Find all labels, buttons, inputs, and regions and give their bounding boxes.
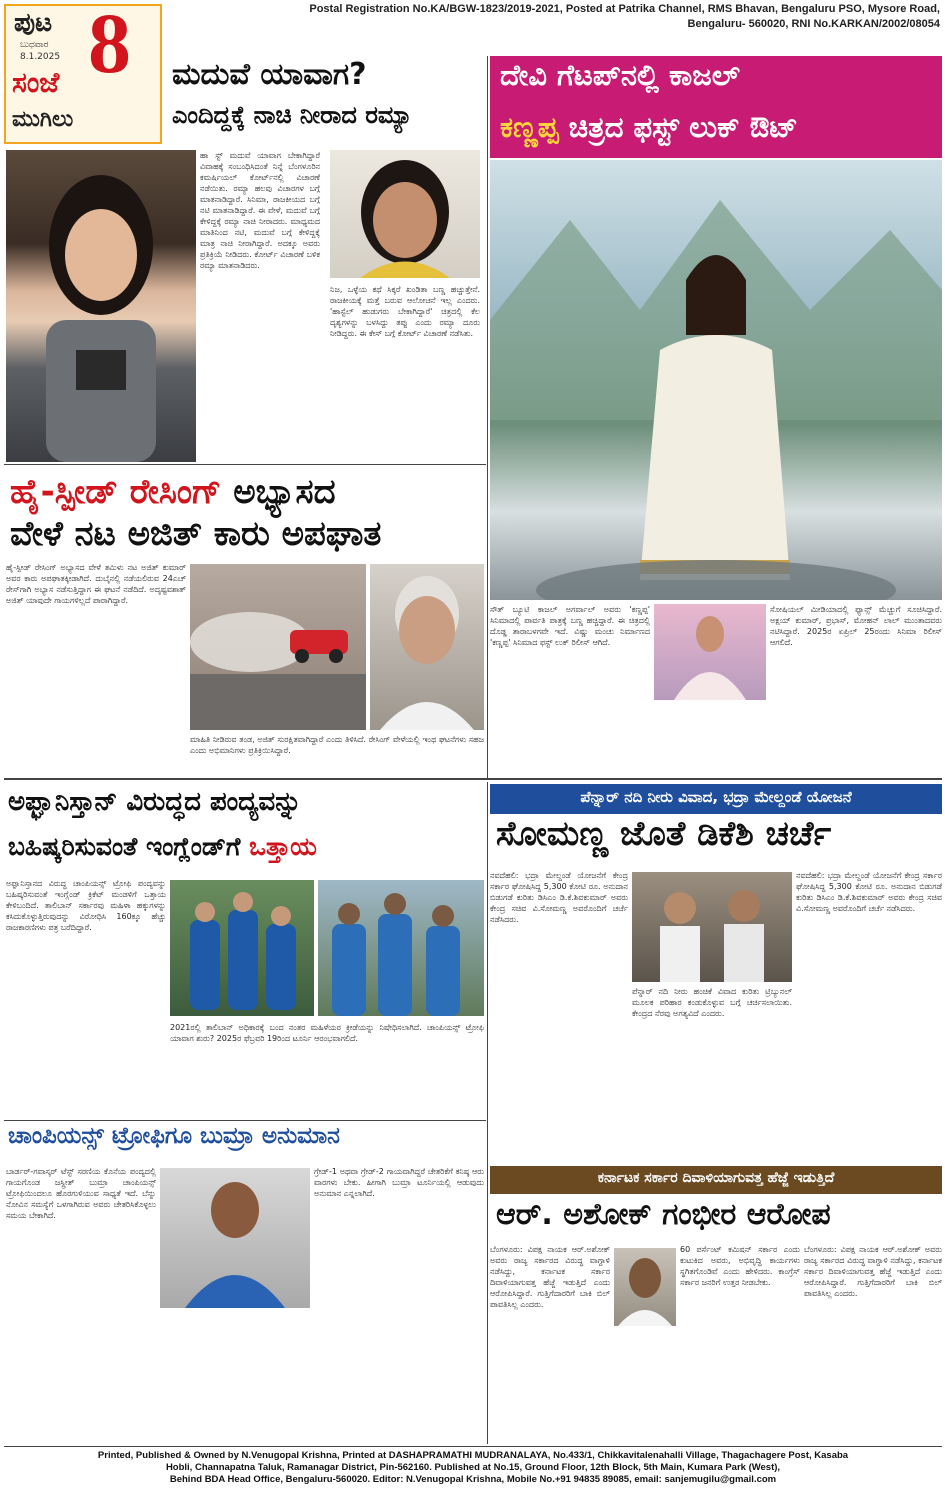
ramya-portrait-illustration	[6, 150, 196, 462]
ramya-photo-left	[6, 150, 196, 462]
ajith-body-col1: ಹೈ-ಸ್ಪೀಡ್ ರೇಸಿಂಗ್ ಅಭ್ಯಾಸದ ವೇಳೆ ತಮಿಳು ನಟ ಅಜಿತ್ ಕುಮಾರ್ ಅವರ ಕಾರು ಅಪಘಾತಕ್ಕೀಡಾಗಿದೆ. ದುಬೈನಲ್ಲಿ ನಡೆಯಲಿರುವ 24ಎಚ್ ರೇಸ್‌ಗಾಗಿ ಅಭ್ಯಾಸ ನಡೆಸುತ್ತಿದ್ದಾಗ ಈ ಘಟನೆ ನಡೆದಿದೆ. ಅದೃಷ್ಟವಶಾತ್ ಅಜಿತ್ ಯಾವುದೇ ಗಾಯಗಳಿಲ್ಲದೆ ಪಾರಾಗಿದ್ದಾರೆ.	[6, 563, 186, 605]
brand-name-line2: ಮುಗಿಲು	[12, 106, 74, 132]
somanna-body-col3: ನವದೆಹಲಿ: ಭದ್ರಾ ಮೇಲ್ದಂಡೆ ಯೋಜನೆಗೆ ಕೇಂದ್ರ ಸರ್ಕಾರ ಘೋಷಿಸಿದ್ದ 5,300 ಕೋಟಿ ರೂ. ಅನುದಾನ ಬಿಡುಗಡೆ ಕುರಿತು ಡಿಸಿಎಂ ಡಿ.ಕೆ.ಶಿವಕುಮಾರ್ ಅವರು ಕೇಂದ್ರ ಸಚಿವ ವಿ.ಸೋಮಣ್ಣ ಅವರೊಂದಿಗೆ ಚರ್ಚೆ ನಡೆಸಿದರು.	[796, 871, 942, 913]
imprint	[4, 1450, 942, 1488]
afghan-body-col1: ಅಫ್ಘಾನಿಸ್ತಾನದ ವಿರುದ್ಧ ಚಾಂಪಿಯನ್ಸ್ ಟ್ರೋಫಿ ಪಂದ್ಯವನ್ನು ಬಹಿಷ್ಕರಿಸುವಂತೆ ಇಂಗ್ಲೆಂಡ್ ಕ್ರಿಕೆಟ್ ಮಂಡಳಿಗೆ ಒತ್ತಾಯ ಕೇಳಿಬಂದಿದೆ. ತಾಲಿಬಾನ್ ಸರ್ಕಾರವು ಮಹಿಳಾ ಹಕ್ಕುಗಳನ್ನು ಕಸಿದುಕೊಳ್ಳುತ್ತಿರುವುದನ್ನು ವಿರೋಧಿಸಿ 160ಕ್ಕೂ ಹೆಚ್ಚು ರಾಜಕಾರಣಿಗಳು ಪತ್ರ ಬರೆದಿದ್ದಾರೆ.	[6, 879, 166, 932]
afghan-players-illustration	[318, 880, 484, 1016]
weekday: ಬುಧವಾರ	[20, 40, 49, 50]
afghan-headline-2	[8, 832, 317, 862]
page-divider-middle	[4, 778, 942, 780]
somanna-kicker	[490, 784, 942, 814]
ajith-crash-photo	[190, 564, 366, 730]
lotus-illustration	[654, 604, 766, 700]
somanna-body-col2: ಪೆನ್ನಾರ್ ನದಿ ನೀರು ಹಂಚಿಕೆ ವಿವಾದ ಕುರಿತು ಟ್ರಿಬ್ಯುನಲ್ ಮೂಲಕ ಪರಿಹಾರ ಕಂಡುಕೊಳ್ಳುವ ಬಗ್ಗೆ ಚರ್ಚಿಸಲಾಯಿತು. ಕೇಂದ್ರದ ನೆರವು ಅಗತ್ಯವಿದೆ ಎಂದರು.	[632, 987, 792, 1018]
ashok-headline: ಆರ್. ಅಶೋಕ್ ಗಂಭೀರ ಆರೋಪ	[496, 1198, 831, 1232]
kajal-headline-2-rest: ಚಿತ್ರದ ಫಸ್ಟ್ ಲುಕ್ ಔಟ್	[558, 110, 798, 144]
imprint-line-2: Hobli, Channapatna Taluk, Ramanagar District, Pin-562160. Published at No.15, Ground Floor, 12th Block, 5th Main, Kumara Park (West),	[165, 1462, 781, 1473]
ramya-photo-right	[330, 150, 480, 278]
kajal-headline-1: ದೇವಿ ಗೆಟಪ್‌ನಲ್ಲಿ ಕಾಜಲ್	[500, 58, 740, 92]
afghan-body-col2: 2021ರಲ್ಲಿ ತಾಲಿಬಾನ್ ಅಧಿಕಾರಕ್ಕೆ ಬಂದ ನಂತರ ಮಹಿಳೆಯರ ಕ್ರೀಡೆಯನ್ನು ನಿಷೇಧಿಸಲಾಗಿದೆ. ಚಾಂಪಿಯನ್ಸ್ ಟ್ರೋಫಿ ಯಾವಾಗ ಶುರು? 2025ರ ಫೆಬ್ರವರಿ 19ರಿಂದ ಟೂರ್ನಿ ಆರಂಭವಾಗಲಿದೆ.	[170, 1023, 484, 1043]
afghan-team-photo	[318, 880, 484, 1016]
postal-registration	[200, 2, 940, 32]
ajith-body-col2: ಮಾಹಿತಿ ನೀಡಿರುವ ತಂಡ, ಅಜಿತ್ ಸುರಕ್ಷಿತವಾಗಿದ್ದಾರೆ ಎಂದು ತಿಳಿಸಿದೆ. ರೇಸಿಂಗ್ ವೇಳೆಯಲ್ಲಿ ಇಂಥ ಘಟನೆಗಳು ಸಹಜ ಎಂದು ಅಭಿಮಾನಿಗಳು ಪ್ರತಿಕ್ರಿಯಿಸಿದ್ದಾರೆ.	[190, 735, 484, 755]
bumrah-photo	[160, 1168, 310, 1308]
kajal-lotus-photo	[654, 604, 766, 700]
kajal-devi-illustration	[490, 160, 942, 600]
england-players-illustration	[170, 880, 314, 1016]
race-car-illustration	[190, 564, 366, 730]
ashok-body-col3: ಬೆಂಗಳೂರು: ವಿಪಕ್ಷ ನಾಯಕ ಆರ್.ಅಶೋಕ್ ಅವರು ರಾಜ್ಯ ಸರ್ಕಾರದ ವಿರುದ್ಧ ವಾಗ್ದಾಳಿ ನಡೆಸಿದ್ದು, ಕರ್ನಾಟಕ ಸರ್ಕಾರ ದಿವಾಳಿಯಾಗುವತ್ತ ಹೆಜ್ಜೆ ಇಡುತ್ತಿದೆ ಎಂದು ಆರೋಪಿಸಿದ್ದಾರೆ. ಗುತ್ತಿಗೆದಾರರಿಗೆ ಬಾಕಿ ಬಿಲ್ ಪಾವತಿಸಿಲ್ಲ ಎಂದರು.	[804, 1245, 942, 1298]
kajal-headline-block	[490, 56, 942, 158]
kajal-headline-2-highlight: ಕಣ್ಣಪ್ಪ	[500, 110, 559, 144]
ramya-body-col1: ಹಾ ಸ್ಟ್ ಮದುವೆ ಯಾವಾಗ ಬೇಕಾಗಿದ್ದಾರೆ ವಿವಾಹಕ್ಕೆ ಸಂಬಂಧಿಸಿದಂತೆ ನಿನ್ನೆ ಬೆಂಗಳೂರಿನ ಕಮರ್ಷಿಯಲ್ ಕೋರ್ಟ್‌ನಲ್ಲಿ ವಿಚಾರಣೆ ನಡೆಯಿತು. ರಮ್ಯಾ ಹಲವು ವಿಚಾರಗಳ ಬಗ್ಗೆ ಮಾತನಾಡಿದ್ದಾರೆ. ಸಿನಿಮಾ, ರಾಜಕೀಯದ ಬಗ್ಗೆ ನಟಿ ಮಾತನಾಡಿದ್ದಾರೆ. ಈ ವೇಳೆ, ಮದುವೆ ಬಗ್ಗೆ ಕೇಳಿದ್ದಕ್ಕೆ ರಮ್ಯಾ ನಾಚಿ ನೀರಾದರು. ಮಾಧ್ಯಮದ ಮಾತಿನಿಂದ ನಟಿ, ಮದುವೆ ಬಗ್ಗೆ ಕೇಳಿದ್ದಕ್ಕೆ ಮಾತ್ರ ನಾಚಿ ನೀರಾಗಿದ್ದಾರೆ. ಅದಕ್ಕೂ ಅವರು ಪ್ರತಿಕ್ರಿಯೆ ನೀಡಿದರು. ಕೋರ್ಟ್ ವಿಚಾರಣೆ ಬಳಿಕ ರಮ್ಯಾ ಮಾತನಾಡಿದರು.	[200, 151, 320, 270]
ajith-portrait-illustration	[370, 564, 484, 730]
afghan-headline-block	[4, 784, 484, 874]
ramya-smiling-illustration	[330, 150, 480, 278]
england-team-photo	[170, 880, 314, 1016]
ajith-headline-2: ವೇಳೆ ನಟ ಅಜಿತ್ ಕಾರು ಅಪಘಾತ	[10, 514, 382, 554]
page-label: ಪುಟ	[14, 8, 53, 38]
kajal-headline-2	[500, 110, 798, 145]
ajith-headline-1-highlight: ಹೈ-ಸ್ಪೀಡ್ ರೇಸಿಂಗ್	[10, 472, 222, 512]
kajal-body-col1: ಸೌತ್ ಬ್ಯೂಟಿ ಕಾಜಲ್ ಅಗರ್ವಾಲ್ ಅವರು 'ಕಣ್ಣಪ್ಪ' ಸಿನಿಮಾದಲ್ಲಿ ಪಾರ್ವತಿ ಪಾತ್ರಕ್ಕೆ ಬಣ್ಣ ಹಚ್ಚಿದ್ದಾರೆ. ಈ ಚಿತ್ರದಲ್ಲಿ ದೊಡ್ಡ ತಾರಾಬಳಗವೇ ಇದೆ. ವಿಷ್ಣು ಮಂಚು ನಿರ್ಮಾಣದ 'ಕಣ್ಣಪ್ಪ' ಸಿನಿಮಾದ ಫಸ್ಟ್ ಲುಕ್ ರಿಲೀಸ್ ಆಗಿದೆ.	[490, 605, 650, 647]
afghan-headline-1: ಅಫ್ಘಾನಿಸ್ತಾನ್ ವಿರುದ್ಧದ ಪಂದ್ಯವನ್ನು	[8, 787, 302, 817]
column-divider-bottom	[487, 782, 488, 1444]
ashok-portrait-illustration	[614, 1248, 676, 1326]
somanna-meeting-photo	[632, 872, 792, 982]
imprint-line-1: Printed, Published & Owned by N.Venugopal Krishna, Printed at DASHAPRAMATHI MUDRANALAYA, No.433/1, Chikkavitalenahalli Village, Thagachagere Post, Kasaba	[97, 1450, 849, 1461]
ashok-body-col2: 60 ಪರ್ಸೆಂಟ್ ಕಮಿಷನ್ ಸರ್ಕಾರ ಎಂದು ಕುಟುಕಿದ ಅವರು, ಅಭಿವೃದ್ಧಿ ಕಾರ್ಯಗಳು ಸ್ಥಗಿತಗೊಂಡಿವೆ ಎಂದು ಹೇಳಿದರು. ಕಾಂಗ್ರೆಸ್ ಸರ್ಕಾರ ಜನರಿಗೆ ಉತ್ತರ ನೀಡಬೇಕು.	[680, 1245, 800, 1287]
ramya-body-col2: ನಿಜ, ಒಳ್ಳೆಯ ಕಥೆ ಸಿಕ್ಕರೆ ಖಂಡಿತಾ ಬಣ್ಣ ಹಚ್ಚುತ್ತೇನೆ. ರಾಜಕೀಯಕ್ಕೆ ಮತ್ತೆ ಬರುವ ಆಲೋಚನೆ ಇಲ್ಲ ಎಂದರು. 'ಹಾಸ್ಟೆಲ್ ಹುಡುಗರು ಬೇಕಾಗಿದ್ದಾರೆ' ಚಿತ್ರದಲ್ಲಿ ಕೆಲ ದೃಶ್ಯಗಳನ್ನು ಬಳಸಿದ್ದು ತಪ್ಪು ಎಂದು ರಮ್ಯಾ ದೂರು ನೀಡಿದ್ದರು. ಈ ಕೇಸ್ ಬಗ್ಗೆ ಕೋರ್ಟ್ ವಿಚಾರಣೆ ನಡೆಸಿತು.	[330, 285, 480, 338]
page-number-box	[4, 0, 162, 144]
ramya-headline-block	[166, 56, 486, 146]
meeting-illustration	[632, 872, 792, 982]
ashok-body-col1: ಬೆಂಗಳೂರು: ವಿಪಕ್ಷ ನಾಯಕ ಆರ್.ಅಶೋಕ್ ಅವರು ರಾಜ್ಯ ಸರ್ಕಾರದ ವಿರುದ್ಧ ವಾಗ್ದಾಳಿ ನಡೆಸಿದ್ದು, ಕರ್ನಾಟಕ ಸರ್ಕಾರ ದಿವಾಳಿಯಾಗುವತ್ತ ಹೆಜ್ಜೆ ಇಡುತ್ತಿದೆ ಎಂದು ಆರೋಪಿಸಿದ್ದಾರೆ. ಗುತ್ತಿಗೆದಾರರಿಗೆ ಬಾಕಿ ಬಿಲ್ ಪಾವತಿಸಿಲ್ಲ ಎಂದರು.	[490, 1245, 610, 1309]
ashok-kicker-text: ಕರ್ನಾಟಕ ಸರ್ಕಾರ ದಿವಾಳಿಯಾಗುವತ್ತ ಹೆಜ್ಜೆ ಇಡುತ್ತಿದೆ	[597, 1170, 835, 1186]
page-number: 8	[88, 0, 131, 91]
bumrah-body-col1: ಬಾರ್ಡರ್-ಗವಾಸ್ಕರ್ ಟೆಸ್ಟ್ ಸರಣಿಯ ಕೊನೆಯ ಪಂದ್ಯದಲ್ಲಿ ಗಾಯಗೊಂಡ ಜಸ್ಪ್ರೀತ್ ಬುಮ್ರಾ ಚಾಂಪಿಯನ್ಸ್ ಟ್ರೋಫಿಯಿಂದಲೂ ಹೊರಗುಳಿಯುವ ಸಾಧ್ಯತೆ ಇದೆ. ಬೆನ್ನು ನೋವಿನ ಸಮಸ್ಯೆಗೆ ಒಳಗಾಗಿರುವ ಅವರು ಚೇತರಿಸಿಕೊಳ್ಳಲು ಸಮಯ ಬೇಕಾಗಿದೆ.	[6, 1167, 156, 1220]
ajith-headline-1-rest: ಅಭ್ಯಾಸದ	[221, 472, 336, 512]
ashok-kicker	[490, 1166, 942, 1194]
kajal-photo	[490, 160, 942, 600]
section-divider-ajith	[4, 464, 486, 465]
section-divider-bumrah	[4, 1120, 486, 1121]
ashok-portrait-photo	[614, 1248, 676, 1326]
ramya-headline-2: ಎಂದಿದ್ದಕ್ಕೆ ನಾಚಿ ನೀರಾದ ರಮ್ಯಾ	[172, 101, 413, 129]
afghan-headline-2-rest: ಬಹಿಷ್ಕರಿಸುವಂತೆ ಇಂಗ್ಲೆಂಡ್‌ಗೆ	[8, 832, 241, 861]
somanna-body-col1: ನವದೆಹಲಿ: ಭದ್ರಾ ಮೇಲ್ದಂಡೆ ಯೋಜನೆಗೆ ಕೇಂದ್ರ ಸರ್ಕಾರ ಘೋಷಿಸಿದ್ದ 5,300 ಕೋಟಿ ರೂ. ಅನುದಾನ ಬಿಡುಗಡೆ ಕುರಿತು ಡಿಸಿಎಂ ಡಿ.ಕೆ.ಶಿವಕುಮಾರ್ ಅವರು ಕೇಂದ್ರ ಸಚಿವ ವಿ.ಸೋಮಣ್ಣ ಅವರೊಂದಿಗೆ ಚರ್ಚೆ ನಡೆಸಿದರು.	[490, 871, 628, 924]
kajal-body-col2: ಸೋಷಿಯಲ್ ಮೀಡಿಯಾದಲ್ಲಿ ಫ್ಯಾನ್ಸ್ ಮೆಚ್ಚುಗೆ ಸೂಚಿಸಿದ್ದಾರೆ. ಅಕ್ಷಯ್ ಕುಮಾರ್, ಪ್ರಭಾಸ್, ಮೋಹನ್ ಲಾಲ್ ಮುಂತಾದವರು ನಟಿಸಿದ್ದಾರೆ. 2025ರ ಏಪ್ರಿಲ್ 25ರಂದು ಸಿನಿಮಾ ರಿಲೀಸ್ ಆಗಲಿದೆ.	[770, 605, 942, 647]
postal-line-1: Postal Registration No.KA/BGW-1823/2019-2021, Posted at Patrika Channel, RMS Bhavan, Bengaluru PSO, Mysore Road,	[309, 3, 940, 15]
issue-date: 8.1.2025	[20, 52, 61, 62]
bumrah-illustration	[160, 1168, 310, 1308]
afghan-headline-2-highlight: ಒತ್ತಾಯ	[240, 832, 317, 861]
brand-name-line1: ಸಂಜೆ	[12, 66, 60, 99]
bumrah-headline: ಚಾಂಪಿಯನ್ಸ್ ಟ್ರೋಫಿಗೂ ಬುಮ್ರಾ ಅನುಮಾನ	[8, 1124, 340, 1149]
somanna-kicker-text: ಪೆನ್ನಾರ್ ನದಿ ನೀರು ವಿವಾದ, ಭದ್ರಾ ಮೇಲ್ದಂಡೆ ಯೋಜನೆ	[580, 788, 852, 806]
bumrah-body-col2: ಗ್ರೇಡ್-1 ಅಥವಾ ಗ್ರೇಡ್-2 ಗಾಯವಾಗಿದ್ದರೆ ಚೇತರಿಕೆಗೆ ಕನಿಷ್ಠ ಆರು ವಾರಗಳು ಬೇಕು. ಹೀಗಾಗಿ ಬುಮ್ರಾ ಟೂರ್ನಿಯಲ್ಲಿ ಆಡುವುದು ಅನುಮಾನ ಎನ್ನಲಾಗಿದೆ.	[314, 1167, 484, 1198]
ajith-headline-block	[4, 470, 486, 560]
somanna-headline: ಸೋಮಣ್ಣ ಜೊತೆ ಡಿಕೆಶಿ ಚರ್ಚೆ	[496, 816, 832, 854]
imprint-line-3: Behind BDA Head Office, Bengaluru-560020. Editor: N.Venugopal Krishna, Mobile No.+91 94835 89085, email: sanjemugilu@gmail.com	[169, 1474, 777, 1485]
ramya-headline-1: ಮದುವೆ ಯಾವಾಗ?	[172, 57, 367, 92]
column-divider-top	[487, 56, 488, 778]
ajith-portrait-photo	[370, 564, 484, 730]
imprint-divider	[4, 1446, 942, 1447]
ajith-headline-1	[10, 472, 336, 512]
postal-line-2: Bengaluru- 560020, RNI No.KARKAN/2002/08054	[687, 18, 940, 30]
